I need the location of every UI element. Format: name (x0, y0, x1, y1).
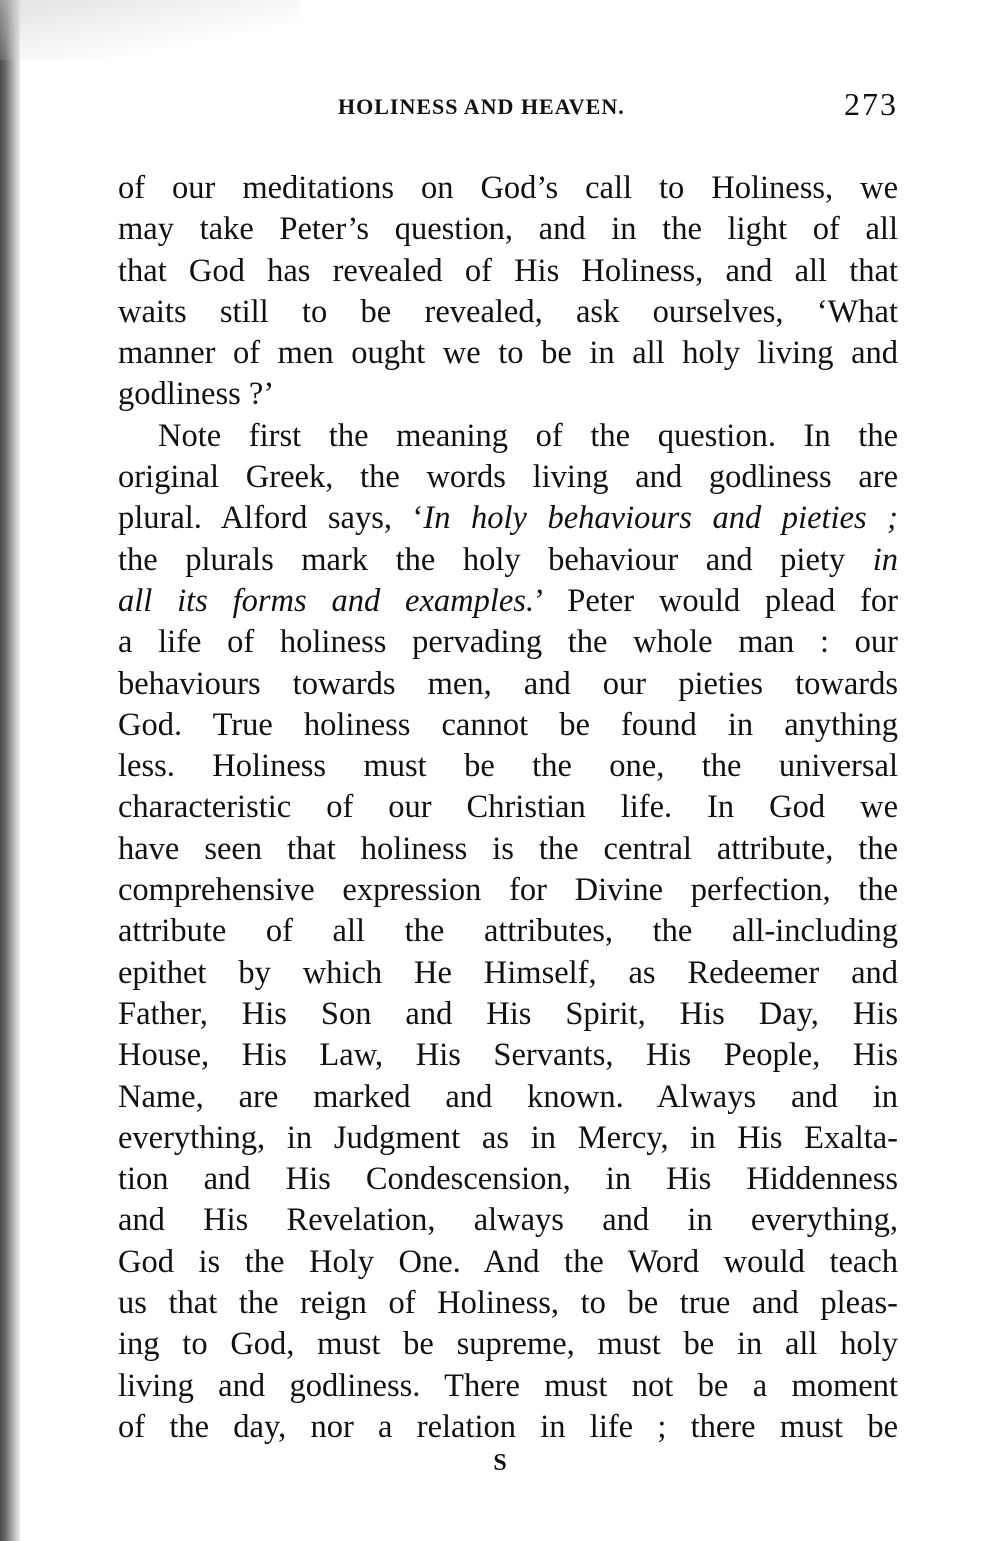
text-line: that God has revealed of His Holiness, and all that (118, 252, 898, 289)
text-line: living and godliness. There must not be a moment (118, 1367, 898, 1404)
signature-mark: S (493, 1450, 507, 1476)
body-text (118, 168, 898, 1448)
binding-shadow (0, 0, 20, 1541)
text-line: Father, His Son and His Spirit, His Day, His (118, 995, 898, 1032)
quoted-italic-text: in (872, 541, 898, 578)
text-line: everything, in Judgment as in Mercy, in His Exalta- (118, 1119, 898, 1156)
text-line: of the day, nor a relation in life ; there must be (118, 1408, 898, 1445)
text-line: God is the Holy One. And the Word would teach (118, 1243, 898, 1280)
text-run: the plurals mark the holy behaviour and piety (118, 541, 873, 578)
text-line: attribute of all the attributes, the all-including (118, 913, 898, 950)
text-line (118, 581, 898, 622)
text-line: House, His Law, His Servants, His People, His (118, 1037, 898, 1074)
scan-corner-shading (0, 0, 300, 60)
text-line: us that the reign of Holiness, to be true and pleas- (118, 1285, 898, 1322)
text-line: comprehensive expression for Divine perfection, the (118, 872, 898, 909)
text-line: godliness ?’ (118, 376, 275, 413)
text-line: manner of men ought we to be in all holy living and (118, 335, 898, 372)
running-title: HOLINESS AND HEAVEN. (338, 94, 625, 119)
text-line: epithet by which He Himself, as Redeemer and (118, 954, 898, 991)
text-line: have seen that holiness is the central attribute, the (118, 830, 898, 867)
text-line: Name, are marked and known. Always and in (118, 1078, 898, 1115)
text-line: and His Revelation, always and in everything, (118, 1202, 898, 1239)
quoted-italic-text: all its forms and examples. (118, 582, 535, 619)
text-line: God. True holiness cannot be found in anything (118, 706, 898, 743)
text-line: waits still to be revealed, ask ourselves, ‘What (118, 293, 898, 330)
text-run: ’ Peter would plead for (534, 582, 899, 619)
text-line: a life of holiness pervading the whole man : our (118, 624, 898, 661)
text-line: behaviours towards men, and our pieties towards (118, 665, 898, 702)
text-line: original Greek, the words living and godliness are (118, 459, 898, 496)
text-line: of our meditations on God’s call to Holiness, we (118, 170, 898, 206)
text-line: ing to God, must be supreme, must be in all holy (118, 1326, 898, 1363)
text-run: plural. Alford says, ‘ (118, 500, 424, 537)
text-line: may take Peter’s question, and in the light of all (118, 211, 898, 248)
text-line: characteristic of our Christian life. In God we (118, 789, 898, 826)
running-head (118, 86, 898, 126)
text-line (118, 498, 898, 539)
quoted-italic-text: In holy behaviours and pieties ; (423, 500, 899, 537)
text-line (118, 540, 898, 581)
text-line: Note first the meaning of the question. In the (158, 417, 898, 454)
text-line: less. Holiness must be the one, the universal (118, 748, 898, 785)
page-number: 273 (844, 86, 898, 122)
text-line: tion and His Condescension, in His Hiddenness (118, 1161, 898, 1198)
